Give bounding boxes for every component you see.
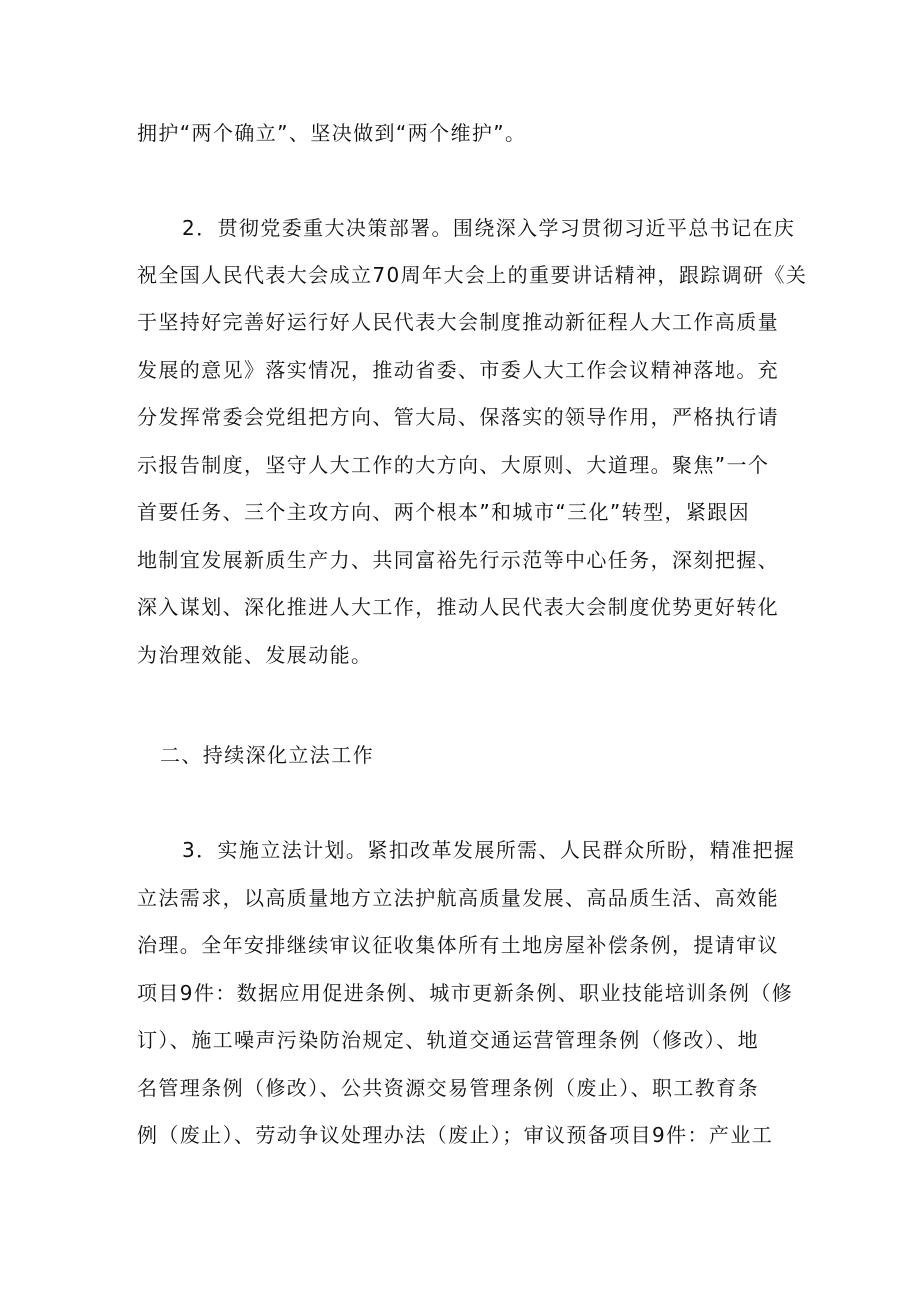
paragraph-3-line: 订）、施工噪声污染防治规定、轨道交通运营管理条例（修改）、地 (137, 1028, 759, 1052)
paragraph-2-line: 于坚持好完善好运行好人民代表大会制度推动新征程人大工作高质量 (137, 310, 779, 334)
paragraph-3-line: 立法需求，以高质量地方立法护航高质量发展、高品质生活、高效能 (137, 886, 779, 910)
paragraph-3-line: 治理。全年安排继续审议征收集体所有土地房屋补偿条例，提请审议 (137, 933, 779, 957)
paragraph-3-line: 例（废止）、劳动争议处理办法（废止）；审议预备项目9件：产业工 (137, 1123, 774, 1147)
paragraph-2-line: 示报告制度，坚守人大工作的大方向、大原则、大道理。聚焦”一个 (137, 453, 770, 477)
paragraph-3-line: 名管理条例（修改）、公共资源交易管理条例（废止）、职工教育条 (137, 1076, 759, 1100)
paragraph-2-line: 发展的意见》落实情况，推动省委、市委人大工作会议精神落地。充 (137, 358, 779, 382)
paragraph-3-line: 项目9件：数据应用促进条例、城市更新条例、职业技能培训条例（修 (137, 981, 794, 1005)
section-heading: 二、持续深化立法工作 (160, 743, 374, 767)
paragraph-3-line: 3．实施立法计划。紧扣改革发展所需、人民群众所盼，精准把握 (182, 838, 796, 862)
paragraph-2-line: 2．贯彻党委重大决策部署。围绕深入学习贯彻习近平总书记在庆 (182, 216, 796, 240)
paragraph-2-line: 深入谋划、深化推进人大工作，推动人民代表大会制度优势更好转化 (137, 595, 779, 619)
paragraph-2-line: 分发挥常委会党组把方向、管大局、保落实的领导作用，严格执行请 (137, 405, 779, 429)
paragraph-2-line: 首要任务、三个主攻方向、两个根本”和城市“三化”转型，紧跟因 (137, 500, 751, 524)
paragraph-2-line: 为治理效能、发展动能。 (137, 643, 373, 667)
paragraph-1-line: 拥护“两个确立”、坚决做到“两个维护”。 (137, 121, 527, 145)
paragraph-2-line: 祝全国人民代表大会成立70周年大会上的重要讲话精神，跟踪调研《关 (137, 263, 808, 287)
paragraph-2-line: 地制宜发展新质生产力、共同富裕先行示范等中心任务，深刻把握、 (137, 548, 779, 572)
